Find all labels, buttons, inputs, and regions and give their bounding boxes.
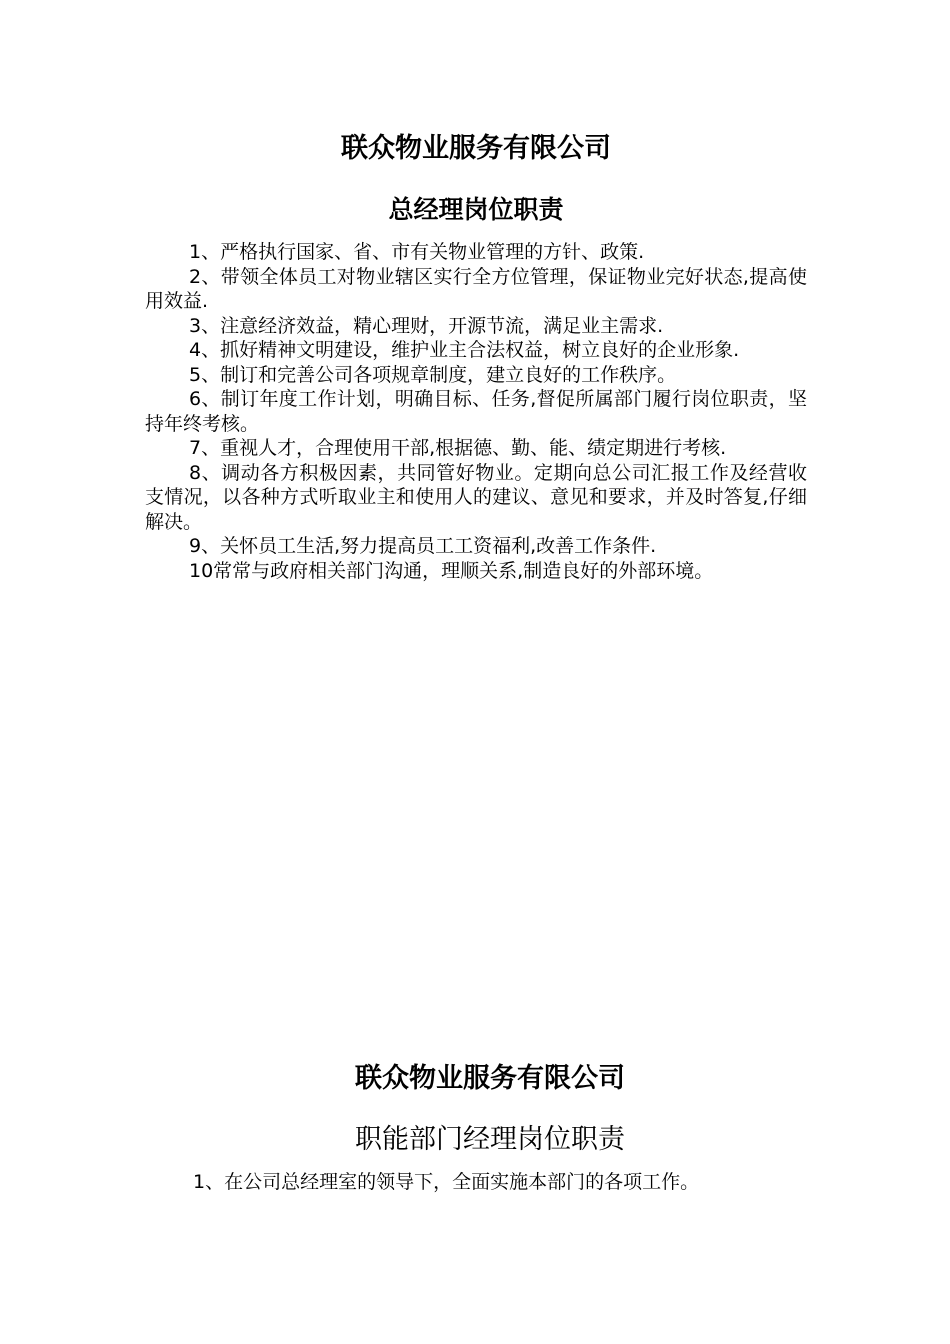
duty-item: 7、重视人才，合理使用干部,根据德、勤、能、绩定期进行考核. bbox=[189, 437, 727, 459]
company-name: 联众物业服务有限公司 bbox=[341, 133, 611, 164]
duty-item: 4、抓好精神文明建设，维护业主合法权益，树立良好的企业形象. bbox=[189, 339, 740, 361]
duty-item: 5、制订和完善公司各项规章制度，建立良好的工作秩序。 bbox=[189, 363, 677, 386]
duty-item: 3、注意经济效益，精心理财，开源节流，满足业主需求. bbox=[189, 314, 664, 337]
document-title: 总经理岗位职责 bbox=[388, 195, 564, 224]
section-department-manager bbox=[145, 1058, 807, 1195]
duty-item: 6、制订年度工作计划，明确目标、任务,督促所属部门履行岗位职责，坚持年终考核。 bbox=[145, 388, 807, 435]
duty-item: 1、严格执行国家、省、市有关物业管理的方针、政策. bbox=[189, 241, 645, 263]
duty-list bbox=[145, 1170, 807, 1195]
duty-item: 9、关怀员工生活,努力提高员工工资福利,改善工作条件. bbox=[189, 535, 657, 557]
duty-item: 1、在公司总经理室的领导下，全面实施本部门的各项工作。 bbox=[193, 1171, 700, 1193]
duty-item: 8、调动各方积极因素，共同管好物业。定期向总公司汇报工作及经营收支情况，以各种方式听取业主和使用人的建议、意见和要求，并及时答复,仔细解决。 bbox=[145, 461, 807, 533]
duty-list bbox=[145, 240, 807, 583]
document-title: 职能部门经理岗位职责 bbox=[355, 1124, 625, 1155]
duty-item: 2、带领全体员工对物业辖区实行全方位管理，保证物业完好状态,提高使用效益. bbox=[145, 265, 807, 312]
duty-item: 10常常与政府相关部门沟通，理顺关系,制造良好的外部环境。 bbox=[189, 559, 714, 582]
company-name: 联众物业服务有限公司 bbox=[355, 1063, 625, 1094]
section-general-manager bbox=[145, 128, 807, 583]
